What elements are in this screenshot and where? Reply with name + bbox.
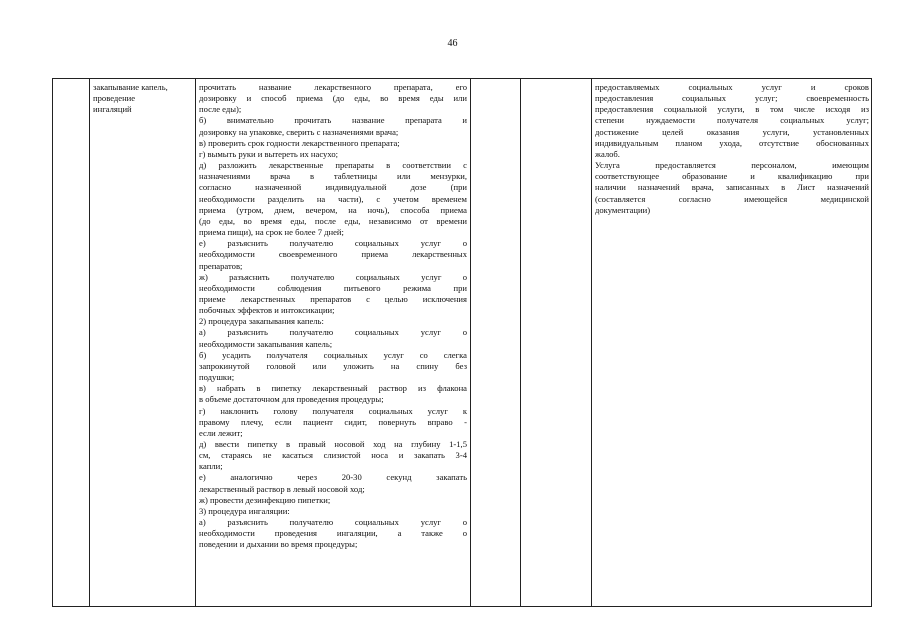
text-line: 2) процедура закапывания капель: [199, 316, 324, 327]
text-line: закапывание капель, [93, 82, 168, 92]
text-line: предоставляемых социальных услуг и сроков [595, 82, 869, 92]
text-line: см, стараясь не касаться слизистой носа и закапать 3-4 [199, 450, 467, 461]
text-line: в) проверить срок годности лекарственного препарата; [199, 137, 400, 148]
text-line: прочитать название лекарственного препарата, его [199, 82, 467, 92]
evaluation-cell [595, 82, 869, 216]
text-line: ингаляций [93, 104, 132, 115]
page-number: 46 [447, 38, 458, 49]
text-line: документации) [595, 204, 651, 215]
text-line: степени нуждаемости получателя социальных услуг; [595, 115, 869, 126]
text-line: ж) провести дезинфекцию пипетки; [199, 494, 331, 505]
column-divider [470, 79, 471, 606]
text-line: 3) процедура ингаляции: [199, 505, 290, 516]
procedure-name-cell [93, 82, 193, 115]
column-divider [591, 79, 592, 606]
text-line: д) разложить лекарственные препараты в соответствии с [199, 160, 467, 171]
text-line: (составляется согласно имеющейся медицинской [595, 193, 869, 204]
procedure-steps-cell [199, 82, 467, 551]
column-divider [89, 79, 90, 606]
text-line: б) внимательно прочитать название препарата и [199, 115, 467, 126]
text-line: ж) разъяснить получателю социальных услуг о [199, 271, 467, 282]
text-line: назначениями врача в таблетницы или мензурки, [199, 171, 467, 182]
text-line: препаратов; [199, 260, 243, 271]
text-line: предоставления социальной услуги, в том числе исходя из [595, 104, 869, 115]
text-line: индивидуальным планом ухода, отсутствие обоснованных [595, 137, 869, 148]
text-line: подушки; [199, 372, 235, 383]
text-line: е) аналогично через 20-30 секунд закапать [199, 472, 467, 483]
text-line: если лежит; [199, 427, 243, 438]
text-line: Услуга предоставляется персоналом, имеющим [595, 160, 869, 171]
text-line: капли; [199, 461, 223, 472]
text-line: жалоб. [595, 148, 620, 159]
column-divider [195, 79, 196, 606]
text-line: достижение целей оказания услуги, установленных [595, 126, 869, 137]
text-line: г) вымыть руки и вытереть их насухо; [199, 148, 338, 159]
text-line: после еды); [199, 104, 242, 115]
text-line: лекарственный раствор в левый носовой ход; [199, 483, 365, 494]
document-table [52, 78, 872, 607]
text-line: приема пищи), на срок не более 7 дней; [199, 227, 344, 238]
text-line: предоставления социальных услуг; своевременность [595, 93, 869, 104]
text-line: дозировку и способ приема (до еды, во время еды или [199, 93, 467, 104]
text-line: необходимости закапывания капель; [199, 338, 333, 349]
text-line: необходимости проведения ингаляции, а также о [199, 528, 467, 539]
text-line: поведении и дыхании во время процедуры; [199, 539, 358, 550]
text-line: е) разъяснить получателю социальных услуг о [199, 238, 467, 249]
text-line: д) ввести пипетку в правый носовой ход на глубину 1-1,5 [199, 439, 467, 449]
text-line: в) набрать в пипетку лекарственный раствор из флакона [199, 383, 467, 394]
text-line: согласно назначенной индивидуальной дозе (при [199, 182, 467, 193]
text-line: а) разъяснить получателю социальных услуг о [199, 327, 467, 338]
text-line: необходимости соблюдения питьевого режима при [199, 282, 467, 293]
text-line: наличии назначений врача, записанных в Лист назначений [595, 182, 869, 193]
text-line: в объеме достаточном для проведения процедуры; [199, 394, 384, 405]
text-line: (до еды, во время еды, после еды, независимо от времени [199, 215, 467, 226]
text-line: соответствующее образование и квалификацию при [595, 171, 869, 182]
text-line: приеме лекарственных препаратов с целью исключения [199, 293, 467, 304]
text-line: необходимости своевременного приема лекарственных [199, 249, 467, 260]
text-line: проведение [93, 93, 136, 104]
text-line: приема (утром, днем, вечером, на ночь), способа приема [199, 204, 467, 215]
column-divider [520, 79, 521, 606]
text-line: правому плечу, если пациент сидит, повернуть вправо - [199, 416, 467, 427]
text-line: побочных эффектов и интоксикации; [199, 305, 335, 316]
text-line: запрокинутой головой или уложить на спину без [199, 360, 467, 371]
text-line: необходимости разделить на части), с учетом временем [199, 193, 467, 204]
text-line: а) разъяснить получателю социальных услуг о [199, 517, 467, 528]
text-line: дозировку на упаковке, сверить с назначениями врача; [199, 126, 399, 137]
text-line: г) наклонить голову получателя социальных услуг к [199, 405, 467, 416]
text-line: б) усадить получателя социальных услуг со слегка [199, 349, 467, 360]
